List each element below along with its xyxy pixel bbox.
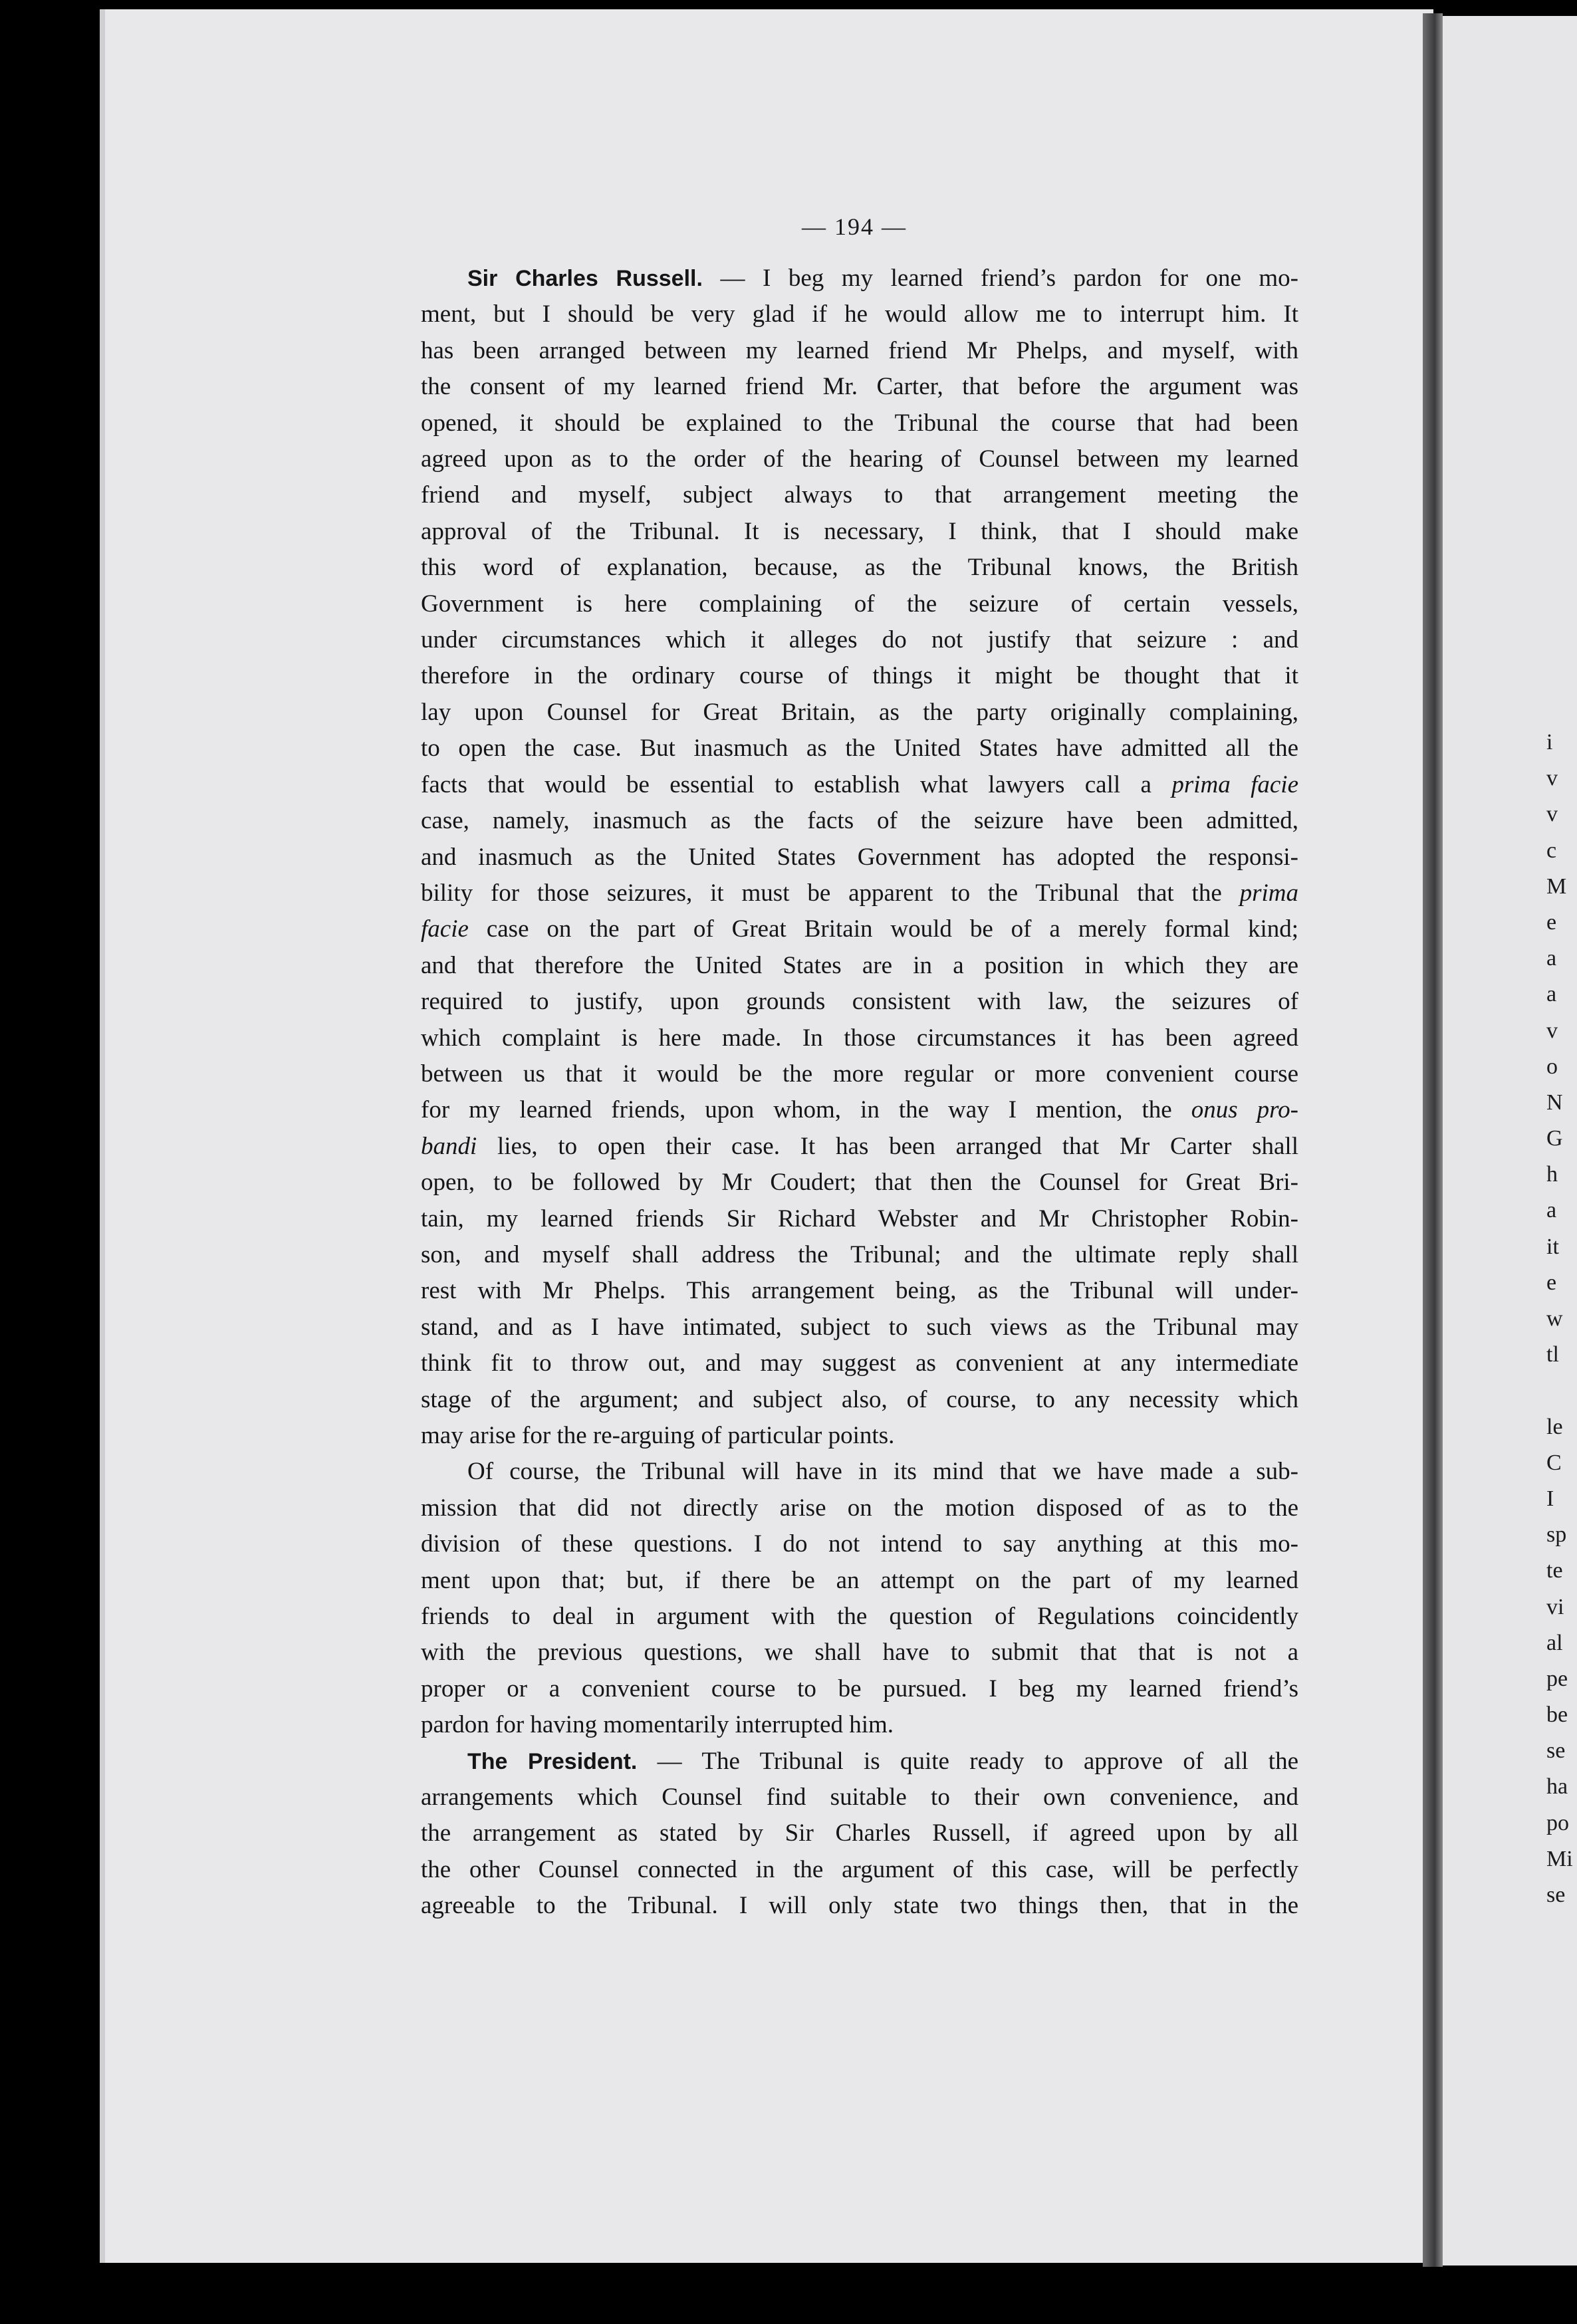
text-line: for my learned friends, upon whom, in the way I mention, the onus pro-: [421, 1096, 1298, 1124]
page-number: — 194 —: [802, 213, 907, 240]
text-line: tain, my learned friends Sir Richard Webster and Mr Christopher Robin-: [421, 1205, 1298, 1232]
edge-fragment: c: [1546, 838, 1557, 863]
edge-fragment: e: [1546, 909, 1557, 935]
edge-fragment: tl: [1546, 1342, 1559, 1367]
edge-fragment: v: [1546, 766, 1558, 791]
edge-fragment: pe: [1546, 1666, 1568, 1691]
edge-fragment: G: [1546, 1126, 1563, 1151]
text-line: pardon for having momentarily interrupted him.: [421, 1711, 894, 1739]
edge-fragment: a: [1546, 1198, 1557, 1223]
text-line: bility for those seizures, it must be apparent to the Tribunal that the prima: [421, 879, 1298, 907]
text-line: case, namely, inasmuch as the facts of the seizure have been admitted,: [421, 807, 1298, 835]
edge-fragment: se: [1546, 1738, 1566, 1764]
edge-fragment: a: [1546, 982, 1557, 1007]
next-page-text-fragments: [1546, 725, 1577, 1913]
text-line: friend and myself, subject always to that arrangement meeting the: [421, 481, 1298, 509]
text-line: the consent of my learned friend Mr. Carter, that before the argument was: [421, 373, 1298, 401]
edge-fragment: M: [1546, 873, 1567, 899]
speaker-name: Sir Charles Russell.: [467, 266, 703, 291]
text-line: Sir Charles Russell. — I beg my learned friend’s pardon for one mo-: [467, 265, 1298, 292]
edge-fragment: [1546, 1373, 1577, 1409]
text-line: proper or a convenient course to be pursued. I beg my learned friend’s: [421, 1675, 1298, 1702]
text-line: ment upon that; but, if there be an attempt on the part of my learned: [421, 1566, 1298, 1594]
text-line: facie case on the part of Great Britain would be of a merely formal kind;: [421, 915, 1298, 943]
italic-phrase: bandi: [421, 1132, 477, 1160]
edge-fragment: le: [1546, 1414, 1563, 1439]
edge-fragment: i: [1546, 730, 1553, 755]
text-line: and inasmuch as the United States Government has adopted the responsi-: [421, 843, 1298, 871]
text-line: Of course, the Tribunal will have in its mind that we have made a sub-: [467, 1458, 1298, 1486]
text-line: which complaint is here made. In those circumstances it has been agreed: [421, 1024, 1298, 1052]
text-line: mission that did not directly arise on the motion disposed of as to the: [421, 1494, 1298, 1522]
text-line: opened, it should be explained to the Tribunal the course that had been: [421, 409, 1298, 437]
text-line: rest with Mr Phelps. This arrangement being, as the Tribunal will under-: [421, 1277, 1298, 1305]
text-line: between us that it would be the more regular or more convenient course: [421, 1060, 1298, 1088]
text-line: approval of the Tribunal. It is necessary, I think, that I should make: [421, 517, 1298, 545]
page-fold: [1423, 13, 1443, 2267]
text-line: son, and myself shall address the Tribunal; and the ultimate reply shall: [421, 1240, 1298, 1268]
edge-fragment: te: [1546, 1558, 1563, 1583]
edge-fragment: vi: [1546, 1594, 1564, 1619]
edge-fragment: po: [1546, 1810, 1569, 1835]
text-line: friends to deal in argument with the question of Regulations coincidently: [421, 1603, 1298, 1631]
text-line: has been arranged between my learned friend Mr Phelps, and myself, with: [421, 336, 1298, 364]
text-line: required to justify, upon grounds consistent with law, the seizures of: [421, 988, 1298, 1016]
edge-fragment: N: [1546, 1090, 1563, 1115]
text-line: the other Counsel connected in the argument of this case, will be perfectly: [421, 1855, 1298, 1883]
text-line: and that therefore the United States are in a position in which they are: [421, 951, 1298, 979]
edge-fragment: o: [1546, 1054, 1558, 1079]
text-line: bandi lies, to open their case. It has been arranged that Mr Carter shall: [421, 1132, 1298, 1160]
text-line: think fit to throw out, and may suggest as convenient at any intermediate: [421, 1349, 1298, 1377]
text-line: open, to be followed by Mr Coudert; that then the Counsel for Great Bri-: [421, 1169, 1298, 1197]
text-line: agreed upon as to the order of the hearing of Counsel between my learned: [421, 445, 1298, 473]
text-line: facts that would be essential to establish what lawyers call a prima facie: [421, 770, 1298, 798]
document-body: [421, 261, 1298, 1924]
text-line: this word of explanation, because, as the Tribunal knows, the British: [421, 554, 1298, 582]
italic-phrase: prima: [1239, 879, 1298, 907]
edge-fragment: ha: [1546, 1774, 1568, 1800]
italic-phrase: prima facie: [1171, 770, 1298, 798]
edge-fragment: I: [1546, 1486, 1554, 1511]
text-line: may arise for the re-arguing of particular points.: [421, 1422, 895, 1449]
edge-fragment: C: [1546, 1450, 1562, 1475]
text-line: with the previous questions, we shall have to submit that that is not a: [421, 1639, 1298, 1667]
edge-fragment: a: [1546, 946, 1557, 971]
edge-fragment: v: [1546, 802, 1558, 827]
edge-fragment: al: [1546, 1630, 1563, 1655]
text-line: stand, and as I have intimated, subject to such views as the Tribunal may: [421, 1313, 1298, 1341]
speaker-name: The President.: [467, 1748, 638, 1774]
edge-fragment: it: [1546, 1234, 1559, 1259]
text-line: the arrangement as stated by Sir Charles Russell, if agreed upon by all: [421, 1819, 1298, 1847]
edge-fragment: h: [1546, 1162, 1558, 1187]
edge-fragment: e: [1546, 1270, 1557, 1295]
text-line: stage of the argument; and subject also, of course, to any necessity which: [421, 1385, 1298, 1413]
italic-phrase: onus pro-: [1191, 1096, 1298, 1124]
edge-fragment: be: [1546, 1702, 1568, 1728]
text-line: lay upon Counsel for Great Britain, as the party originally complaining,: [421, 698, 1298, 726]
text-line: to open the case. But inasmuch as the United States have admitted all the: [421, 735, 1298, 762]
text-line: The President. — The Tribunal is quite ready to approve of all the: [467, 1747, 1298, 1775]
italic-phrase: facie: [421, 915, 469, 943]
edge-fragment: Mi: [1546, 1846, 1573, 1871]
edge-fragment: sp: [1546, 1522, 1567, 1548]
text-line: division of these questions. I do not intend to say anything at this mo-: [421, 1530, 1298, 1558]
edge-fragment: v: [1546, 1018, 1558, 1043]
text-line: therefore in the ordinary course of things it might be thought that it: [421, 662, 1298, 690]
text-line: agreeable to the Tribunal. I will only state two things then, that in the: [421, 1892, 1298, 1920]
text-line: under circumstances which it alleges do not justify that seizure : and: [421, 626, 1298, 654]
text-line: Government is here complaining of the seizure of certain vessels,: [421, 590, 1298, 618]
text-line: ment, but I should be very glad if he would allow me to interrupt him. It: [421, 300, 1298, 328]
text-line: arrangements which Counsel find suitable to their own convenience, and: [421, 1784, 1298, 1811]
edge-fragment: w: [1546, 1306, 1563, 1331]
edge-fragment: se: [1546, 1883, 1566, 1907]
